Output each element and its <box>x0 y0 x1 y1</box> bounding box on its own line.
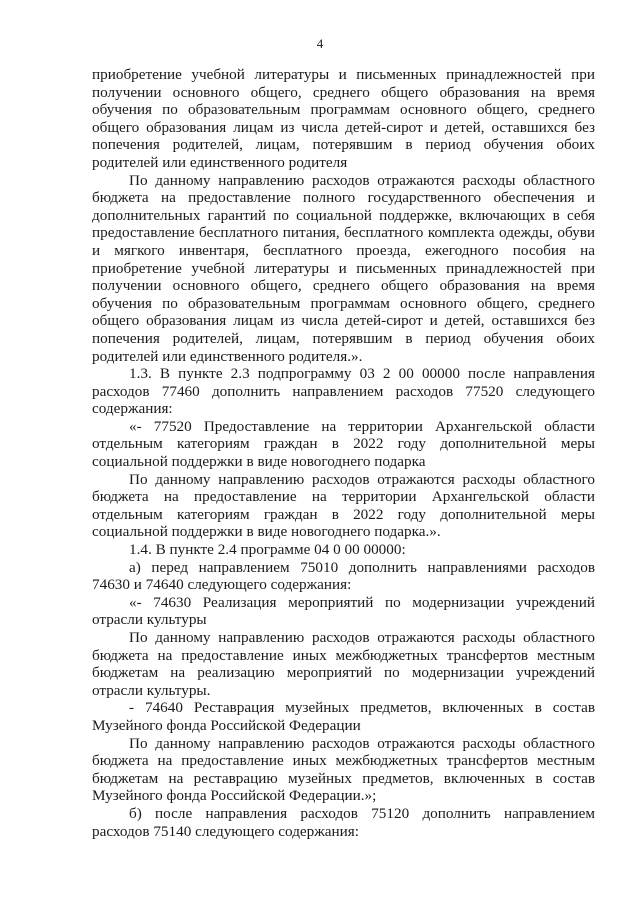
paragraph: По данному направлению расходов отражаются расходы областного бюджета на предоставление иных межбюджетных трансфертов местным бюджетам на реставрацию музейных предметов, включенных в состав Музейного фонда Российской Федерации.»; <box>92 734 595 805</box>
paragraph: - 74640 Реставрация музейных предметов, включенных в состав Музейного фонда Российской Федерации <box>92 699 595 734</box>
paragraph: приобретение учебной литературы и письменных принадлежностей при получении основного общего, среднего общего образования на время обучения по образовательным программам основного общего, среднего общего образования лицам из числа детей-сирот и детей, оставшихся без попечения родителей, лицам, потерявшим в период обучения обоих родителей или единственного родителя <box>92 66 595 171</box>
paragraph: «- 77520 Предоставление на территории Архангельской области отдельным категориям граждан в 2022 году дополнительной меры социальной поддержки в виде новогоднего подарка <box>92 417 595 471</box>
paragraph: 1.4. В пункте 2.4 программе 04 0 00 00000: <box>129 541 406 559</box>
paragraph: «- 74630 Реализация мероприятий по модернизации учреждений отрасли культуры <box>92 593 595 629</box>
page-number: 4 <box>316 36 324 51</box>
paragraph: б) после направления расходов 75120 дополнить направлением расходов 75140 следующего содержания: <box>92 804 595 840</box>
paragraph: По данному направлению расходов отражаются расходы областного бюджета на предоставление иных межбюджетных трансфертов местным бюджетам на реализацию мероприятий по модернизации учреждений отрасли культуры. <box>92 629 595 699</box>
paragraph: По данному направлению расходов отражаются расходы областного бюджета на предоставление на территории Архангельской области отдельным категориям граждан в 2022 году дополнительной меры социальной поддержки в виде новогоднего подарка.». <box>92 470 595 541</box>
paragraph: 1.3. В пункте 2.3 подпрограмму 03 2 00 00000 после направления расходов 77460 дополнить направлением расходов 77520 следующего содержания: <box>92 365 595 418</box>
paragraph: По данному направлению расходов отражаются расходы областного бюджета на предоставление полного государственного обеспечения и дополнительных гарантий по социальной поддержке, включающих в себя предоставление бесплатного питания, бесплатного комплекта одежды, обуви и мягкого инвентаря, бесплатного проезда, ежегодного пособия на приобретение учебной литературы и письменных принадлежностей при получении основного общего, среднего общего образования на время обучения по образовательным программам основного общего, среднего общего образования лицам из числа детей-сирот и детей, оставшихся без попечения родителей, лицам, потерявшим в период обучения обоих родителей или единственного родителя.». <box>92 171 595 365</box>
document-body <box>92 66 595 840</box>
paragraph: а) перед направлением 75010 дополнить направлениями расходов 74630 и 74640 следующего содержания: <box>92 558 595 594</box>
